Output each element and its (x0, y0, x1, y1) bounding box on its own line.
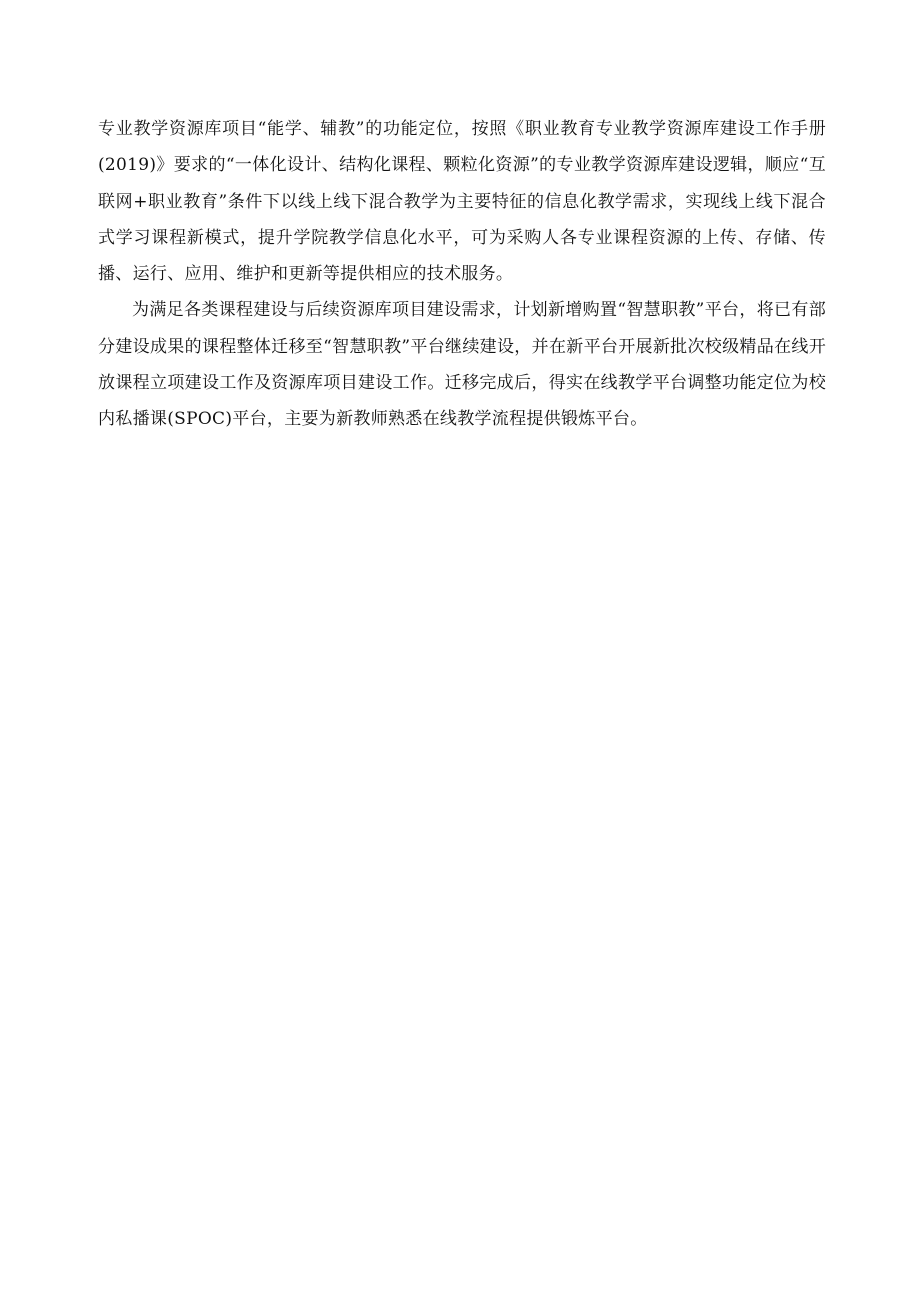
paragraph-1: 专业教学资源库项目“能学、辅教”的功能定位，按照《职业教育专业教学资源库建设工作手册(2019)》要求的“一体化设计、结构化课程、颗粒化资源”的专业教学资源库建设逻辑，顺应“互联网+职业教育”条件下以线上线下混合教学为主要特征的信息化教学需求，实现线上线下混合式学习课程新模式，提升学院教学信息化水平，可为采购人各专业课程资源的上传、存储、传播、运行、应用、维护和更新等提供相应的技术服务。 (98, 119, 826, 285)
document-body (98, 111, 826, 438)
paragraph-2: 为满足各类课程建设与后续资源库项目建设需求，计划新增购置“智慧职教”平台，将已有部分建设成果的课程整体迁移至“智慧职教”平台继续建设，并在新平台开展新批次校级精品在线开放课程立项建设工作及资源库项目建设工作。迁移完成后，得实在线教学平台调整功能定位为校内私播课(SPOC)平台，主要为新教师熟悉在线教学流程提供锻炼平台。 (98, 300, 826, 430)
